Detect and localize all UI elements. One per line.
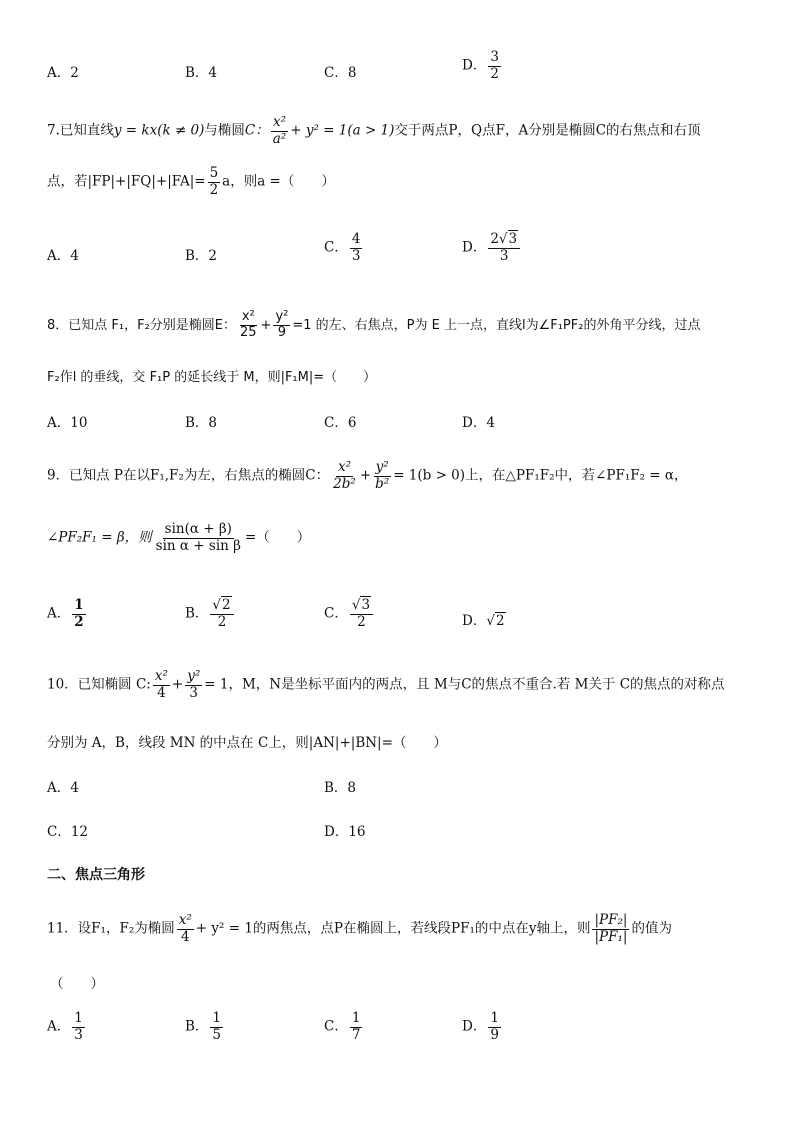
option-d: D． $\frac{2√3}{3}$ bbox=[462, 232, 522, 264]
option-b: B．8 bbox=[185, 415, 218, 431]
option-c: C． $\frac{1}{7}$ bbox=[324, 1010, 361, 1043]
option-c: C．12 bbox=[47, 824, 89, 840]
question-10-line2: 分别为 A，B，线段 MN 的中点在 C上，则|AN|+|BN|=（ ） bbox=[47, 735, 447, 751]
question-8-line1: 8．已知点 F₁，F₂分别是椭圆E： $\frac{\text{x²}}{25}$ + $\frac{\text{y²}}{9}$ =1 的左、右焦点，P为 E 上一点，直线l为∠F₁PF₂的外角平分线，过点 bbox=[47, 309, 701, 340]
option-c: C． $\frac{4}{3}$ bbox=[324, 231, 361, 264]
option-b: B． $\frac{1}{5}$ bbox=[185, 1010, 222, 1043]
option-b: B．8 bbox=[324, 780, 357, 796]
option-a: A． $\frac{1}{3}$ bbox=[47, 1010, 83, 1043]
question-7-line2: 点，若|FP|+|FQ|+|FA|= $\frac{5}{2}$ a，则a =（ ） bbox=[47, 165, 335, 198]
question-9-line2: ∠PF₂F₁ = β，则 $\frac{\sin(\alpha + \beta)}{\text{sin α + sin β}}$ =（ ） bbox=[47, 521, 311, 554]
option-d: D．4 bbox=[462, 415, 495, 431]
option-a: A．4 bbox=[47, 780, 79, 796]
option-d: D．16 bbox=[324, 824, 366, 840]
option-d: D． $\frac{1}{9}$ bbox=[462, 1010, 499, 1043]
option-a: A．2 bbox=[47, 65, 79, 81]
question-10-line1: 10．已知椭圆 C: $\frac{\text{x²}}{4}$ + $\frac{\text{y²}}{3}$ = 1，M，N是坐标平面内的两点，且 M与C的焦点不重合.若 M关于 C的焦点的对称点 bbox=[47, 668, 725, 701]
section-heading: 二、焦点三角形 bbox=[47, 867, 145, 883]
option-b: B． $\frac{√2}{2}$ bbox=[185, 598, 236, 630]
option-a: A． $\frac{1}{2}$ bbox=[47, 597, 84, 630]
option-b: B．2 bbox=[185, 248, 218, 264]
option-d: D．√2 bbox=[462, 613, 505, 629]
question-11-line2: （ ） bbox=[50, 976, 104, 992]
question-8-line2: F₂作l 的垂线，交 F₁P 的延长线于 M，则|F₁M|=（ ） bbox=[47, 370, 377, 385]
option-d: D． $\frac{3}{2}$ bbox=[462, 49, 499, 82]
question-11-line1: 11．设F₁，F₂为椭圆 $\frac{\text{x²}}{4}$ + y² = 1的两焦点，点P在椭圆上，若线段PF₁的中点在y轴上，则 $\frac{\text{|PF₂|}}{\text{|PF₁|}}$ 的值为 bbox=[47, 912, 672, 945]
option-a: A．10 bbox=[47, 415, 88, 431]
question-9-line1: 9．已知点 P在以F₁,F₂为左，右焦点的椭圆C： $\frac{\text{x²}}{\text{2b²}}$ + $\frac{\text{y²}}{\text{b²}}$ = 1(b > 0)上，在△PF₁F₂中，若∠PF₁F₂ = α， bbox=[47, 459, 688, 492]
option-c: C．6 bbox=[324, 415, 357, 431]
question-7-line1: 7.已知直线y = kx(k ≠ 0)与椭圆C： $\frac{\text{x²}}{\text{a²}}$ + y² = 1(a > 1)交于两点P，Q点F，A分别是椭圆C的右焦点和右顶 bbox=[47, 114, 701, 147]
option-c: C． $\frac{√3}{2}$ bbox=[324, 598, 375, 630]
option-b: B．4 bbox=[185, 65, 218, 81]
option-a: A．4 bbox=[47, 248, 79, 264]
option-c: C．8 bbox=[324, 65, 357, 81]
